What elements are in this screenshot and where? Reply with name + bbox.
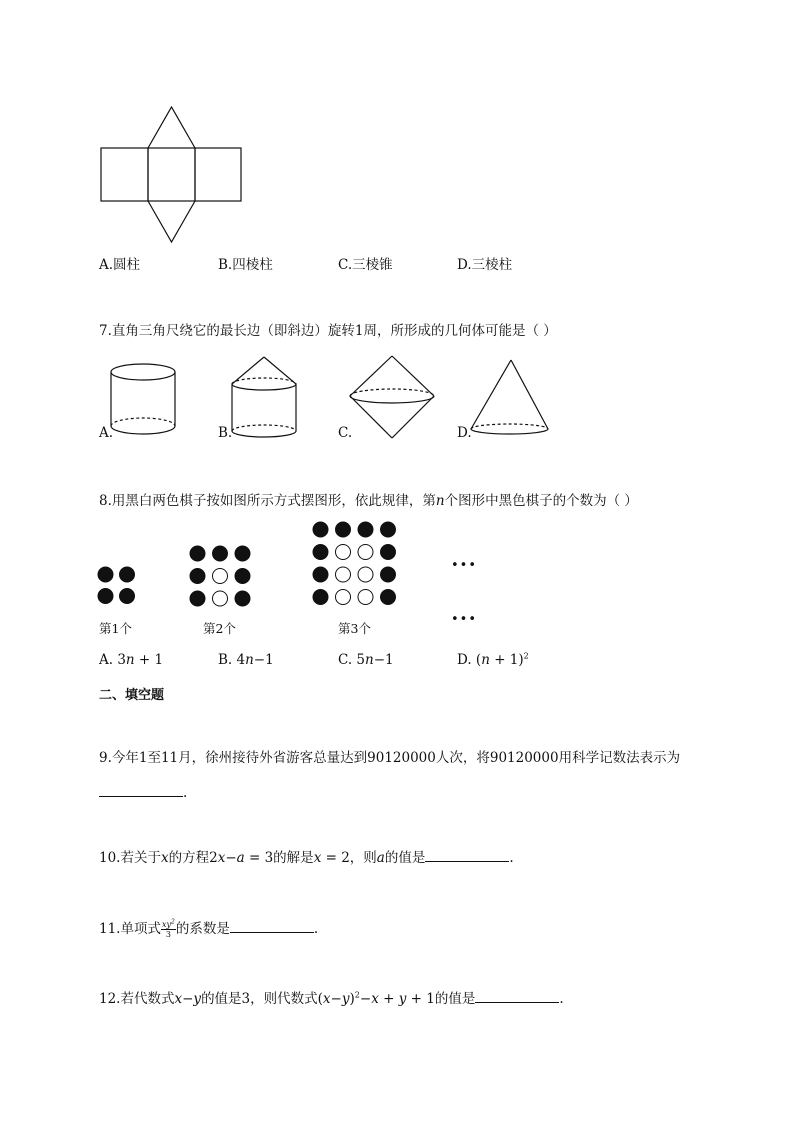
q8-stem-var: n — [435, 493, 445, 509]
q8-c-var: n — [365, 652, 374, 668]
q10-p2: 的方程2 — [168, 850, 218, 866]
double-cone-figure — [348, 354, 436, 440]
q8-stem-prefix: 8.用黑白两色棋子按如图所示方式摆图形，依此规律，第 — [99, 493, 436, 509]
q12-v5: x — [371, 991, 379, 1007]
q12-exp: 2 — [354, 990, 360, 1000]
figure-label-2: 第2个 — [203, 621, 236, 636]
q7-label-b: B. — [218, 425, 233, 441]
q11-end: . — [313, 921, 319, 937]
q10-p4: = 3的解是 — [244, 850, 314, 866]
q11-p2: 的系数是 — [175, 921, 230, 937]
q10-p6: 的值是 — [384, 850, 426, 866]
q10-p1: 10.若关于 — [99, 850, 161, 866]
cylinder-figure — [108, 363, 178, 439]
q8-stem — [99, 492, 638, 510]
q12-p2: − — [182, 991, 194, 1007]
q8-option-d — [457, 651, 529, 669]
q12-p1: 12.若代数式 — [99, 991, 175, 1007]
q8-a-var: n — [125, 652, 135, 668]
q8-a-prefix: A. 3 — [99, 652, 126, 668]
q10-blank[interactable] — [425, 847, 509, 862]
q11-frac-exp: 2 — [171, 918, 175, 926]
q8-option-c — [338, 651, 394, 669]
q10-v4: x — [313, 850, 322, 866]
q12-v1: x — [174, 991, 183, 1007]
q9-blank[interactable] — [99, 782, 183, 797]
q12-p6: − — [359, 991, 372, 1007]
q12-blank[interactable] — [475, 988, 559, 1003]
q10-v2: x — [217, 850, 226, 866]
q11-fraction — [161, 920, 176, 939]
q8-b-suffix: −1 — [253, 652, 274, 668]
q10-v1: x — [160, 850, 169, 866]
q12-p5: ) — [349, 991, 355, 1007]
chess-pattern-2 — [189, 545, 253, 609]
figure-label-3: 第3个 — [338, 621, 371, 636]
q8-b-var: n — [245, 652, 254, 668]
q12-p4: − — [330, 991, 342, 1007]
q12-end: . — [559, 991, 564, 1007]
q8-a-suffix: + 1 — [134, 652, 164, 668]
q7-label-d: D. — [457, 425, 472, 441]
q12-v2: y — [193, 991, 202, 1007]
q10-v3: a — [236, 850, 245, 866]
ellipsis-bottom: ••• — [451, 612, 478, 627]
q9-text: 9.今年1至11月，徐州接待外省游客总量达到90120000人次，将90120000用科学记数法表示为 — [99, 750, 681, 766]
q11-p1: 11.单项式 — [99, 921, 161, 937]
q12-v4: y — [341, 991, 350, 1007]
q12-v3: x — [322, 991, 331, 1007]
q9-end: . — [183, 785, 188, 801]
q10-text — [99, 847, 514, 867]
section-title: 二、填空题 — [99, 688, 165, 703]
q8-c-prefix: C. 5 — [338, 652, 366, 668]
ellipsis-top: ••• — [451, 558, 478, 573]
q12-p7: + — [378, 991, 399, 1007]
q12-p8: + 1的值是 — [406, 991, 476, 1007]
q11-text — [99, 918, 318, 939]
chess-pattern-3 — [312, 521, 402, 611]
q8-c-suffix: −1 — [373, 652, 394, 668]
q10-p5: = 2，则 — [321, 850, 377, 866]
q11-frac-den: 3 — [165, 930, 171, 939]
q8-d-suffix: + 1) — [489, 652, 524, 668]
q8-option-b — [218, 651, 274, 669]
q9-answer-line — [99, 782, 187, 802]
chess-pattern-1 — [97, 566, 137, 606]
q7-stem: 7.直角三角尺绕它的最长边（即斜边）旋转1周，所形成的几何体可能是（ ） — [99, 323, 557, 339]
q6-option-c: C.三棱锥 — [338, 257, 393, 273]
q8-stem-suffix: 个图形中黑色棋子的个数为（ ） — [444, 493, 638, 509]
q10-end: . — [509, 850, 514, 866]
cone-on-cylinder-figure — [228, 356, 300, 440]
cone-figure — [468, 359, 552, 439]
figure-label-1: 第1个 — [99, 621, 132, 636]
q6-option-a: A.圆柱 — [99, 257, 141, 273]
q6-option-b: B.四棱柱 — [218, 257, 273, 273]
q6-option-d: D.三棱柱 — [457, 257, 513, 273]
q7-label-a: A. — [99, 425, 114, 441]
q10-p3: − — [225, 850, 237, 866]
q10-v5: a — [376, 850, 385, 866]
q8-d-prefix: D. ( — [457, 652, 482, 668]
q12-p3: 的值是3，则代数式( — [201, 991, 323, 1007]
q12-v6: y — [398, 991, 407, 1007]
q8-b-prefix: B. 4 — [218, 652, 246, 668]
q12-text — [99, 988, 564, 1008]
prism-net-figure — [100, 106, 245, 246]
q7-label-c: C. — [338, 425, 353, 441]
q11-frac-num: xy — [161, 920, 172, 929]
q8-d-var: n — [481, 652, 490, 668]
q8-option-a — [99, 651, 163, 669]
q11-blank[interactable] — [230, 918, 314, 933]
q8-d-exp: 2 — [523, 651, 529, 661]
